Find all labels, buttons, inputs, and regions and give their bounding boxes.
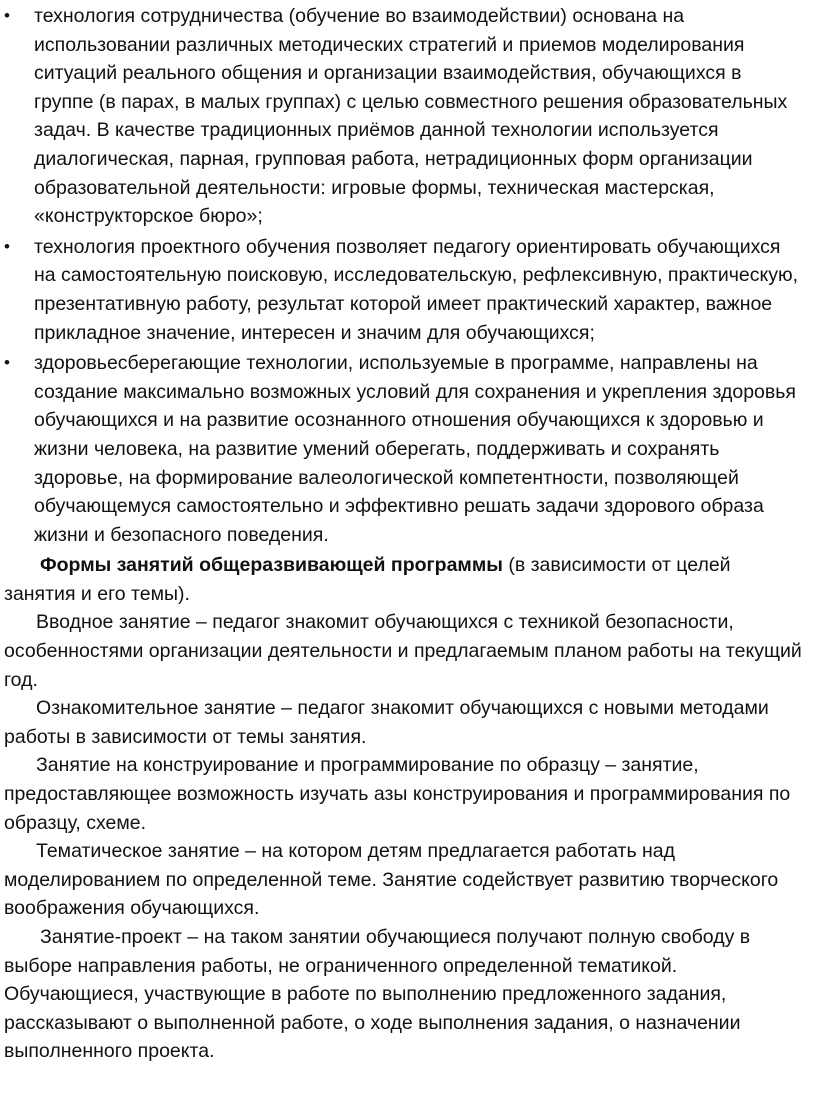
forms-heading-note: (в зависимости от целей занятия и его темы). [4, 554, 731, 605]
bullet-icon: • [4, 353, 10, 373]
list-item-text: технология сотрудничества (обучение во взаимодействии) основана на использовании различных методических стратегий и приемов моделирования ситуаций реального общения и организации взаимодействия, обучающихся в группе (в парах, в малых группах) с целью совместного решения образовательных задач. В качестве традиционных приёмов данной технологии используется диалогическая, парная, групповая работа, нетрадиционных форм организации образовательной деятельности: игровые формы, техническая мастерская, «конструкторское бюро»; [34, 5, 788, 228]
paragraph-construction-lesson: Занятие на конструирование и программирование по образцу – занятие, предоставляющее возможность изучать азы конструирования и программирования по образцу, схеме. [4, 754, 791, 834]
technology-list [4, 2, 802, 549]
paragraph-thematic-lesson: Тематическое занятие – на котором детям предлагается работать над моделированием по определенной теме. Занятие содействует развитию творческого воображения обучающихся. [4, 840, 779, 920]
bullet-icon: • [4, 6, 10, 25]
list-item-text: технология проектного обучения позволяет педагогу ориентировать обучающихся на самостоятельную поисковую, исследовательскую, рефлексивную, практическую, презентативную работу, результат которой имеет практический характер, важное прикладное значение, интересен и значим для обучающихся; [34, 235, 799, 344]
paragraph-intro-lesson: Вводное занятие – педагог знакомит обучающихся с техникой безопасности, особенностями организации деятельности и предлагаемым планом работы на текущий год. [4, 611, 802, 691]
paragraph-familiarization-lesson: Ознакомительное занятие – педагог знакомит обучающихся с новыми методами работы в зависимости от темы занятия. [4, 697, 769, 748]
list-item [4, 233, 802, 347]
paragraph-project-lesson: Занятие-проект – на таком занятии обучающиеся получают полную свободу в выборе направления работы, не ограниченного определенной тематикой. Обучающиеся, участвующие в работе по выполнению предложенного задания, рассказывают о выполненной работе, о ходе выполнения задания, о назначении выполненного проекта. [4, 926, 751, 1063]
list-item [4, 349, 802, 549]
bullet-icon: • [4, 236, 10, 256]
forms-heading: Формы занятий общеразвивающей программы [40, 554, 503, 577]
list-item [4, 2, 802, 231]
list-item-text: здоровьесберегающие технологии, используемые в программе, направлены на создание максимально возможных условий для сохранения и укрепления здоровья обучающихся и на развитие осознанного отношения обучающихся к здоровью и жизни человека, на развитие умений оберегать, поддерживать и сохранять здоровье, на формирование валеологической компетентности, позволяющей обучающемуся самостоятельно и эффективно решать задачи здорового образа жизни и безопасного поведения. [34, 352, 796, 546]
forms-heading-paragraph [4, 551, 802, 608]
